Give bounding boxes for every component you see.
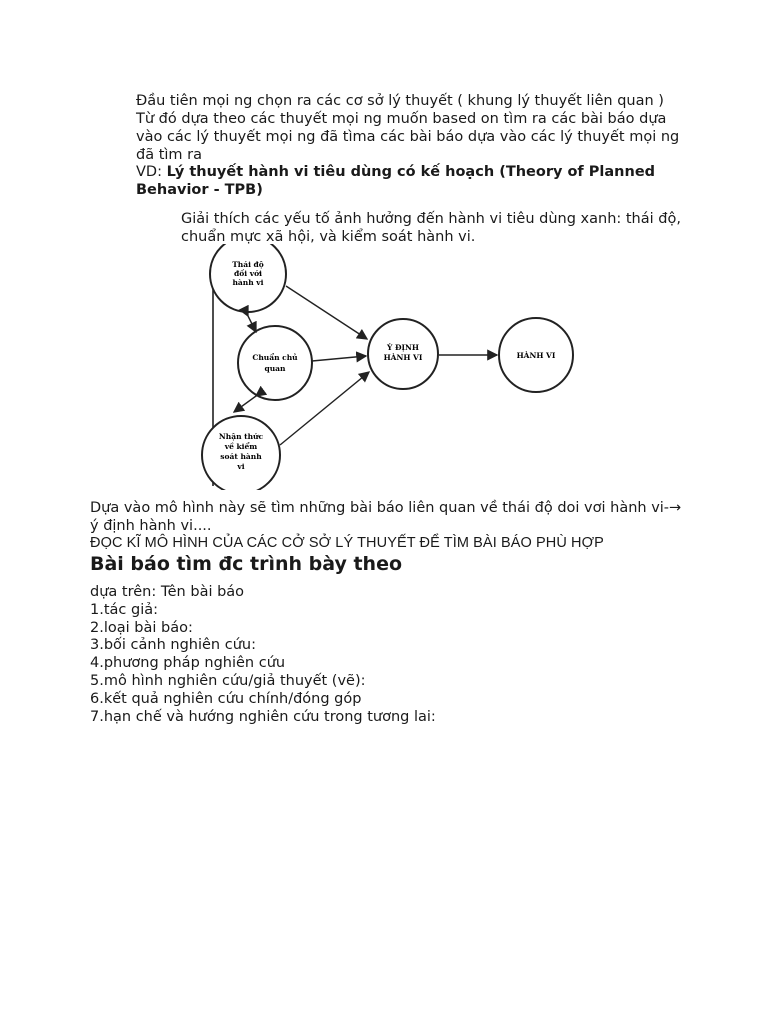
section-heading: Bài báo tìm đc trình bày theo <box>90 553 403 575</box>
list-item: 3.bối cảnh nghiên cứu: <box>90 637 256 654</box>
intention-label-2: HÀNH VI <box>383 353 423 362</box>
tpb-diagram <box>196 244 580 490</box>
behavior-label: HÀNH VI <box>516 351 556 360</box>
intention-label-1: Ý ĐỊNH <box>387 343 419 352</box>
tpb-theory-title: Lý thuyết hành vi tiêu dùng có kế hoạch (Theory of Planned Behavior - TPB) <box>136 164 656 198</box>
list-item: 2.loại bài báo: <box>90 619 193 636</box>
intro-line-2: Từ đó dựa theo các thuyết mọi ng muốn based on tìm ra các bài báo dựa vào các lý thuyết mọi ng đã tìma các bài báo dựa vào các lý thuyết mọi ng đã tìm ra <box>136 111 680 163</box>
list-item: 6.kết quả nghiên cứu chính/đóng góp <box>90 690 362 707</box>
vd-prefix: VD: <box>136 164 167 180</box>
read-carefully-note: ĐỌC KĨ MÔ HÌNH CỦA CÁC CỞ SỞ LÝ THUYẾT ĐỂ TÌM BÀI BÁO PHÙ HỢP <box>90 535 604 551</box>
after-text-end: ý định hành vi.... <box>90 518 212 534</box>
list-intro: dựa trên: Tên bài báo <box>90 584 245 600</box>
attitude-label-2: đối với <box>234 269 262 278</box>
vd-line <box>136 163 681 199</box>
list-item: 5.mô hình nghiên cứu/giả thuyết (vẽ): <box>90 672 366 689</box>
norm-to-intention-arrow <box>312 356 366 361</box>
after-text: Dựa vào mô hình này sẽ tìm những bài báo liên quan về thái độ doi vơi hành vi- <box>90 500 670 516</box>
attitude-label-3: hành vi <box>232 278 264 287</box>
list-item: 4.phương pháp nghiên cứu <box>90 655 286 672</box>
norm-label-1: Chuẩn chủ <box>252 353 298 362</box>
attitude-to-intention-arrow <box>286 286 367 339</box>
article-structure-list <box>90 584 436 726</box>
control-label-2: về kiểm <box>224 442 258 451</box>
after-diagram-line <box>90 499 690 535</box>
norm-control-arrow <box>234 396 256 412</box>
norm-label-2: quan <box>264 364 286 373</box>
intro-line-1: Đầu tiên mọi ng chọn ra các cơ sở lý thuyết ( khung lý thuyết liên quan ) <box>136 93 664 109</box>
attitude-label-1: Thái độ <box>232 260 264 269</box>
attitude-norm-arrow <box>248 316 256 332</box>
subjective-norm-node <box>238 326 312 400</box>
control-label-1: Nhận thức <box>218 432 264 441</box>
control-label-3: soát hành <box>220 452 262 461</box>
control-label-4: vi <box>237 462 245 471</box>
right-arrow-icon: → <box>669 500 682 516</box>
explanation-text: Giải thích các yếu tố ảnh hưởng đến hành vi tiêu dùng xanh: thái độ, chuẩn mực xã hội, và kiểm soát hành vi. <box>181 211 681 245</box>
list-item: 1.tác giả: <box>90 601 158 618</box>
list-item: 7.hạn chế và hướng nghiên cứu trong tương lai: <box>90 708 436 725</box>
